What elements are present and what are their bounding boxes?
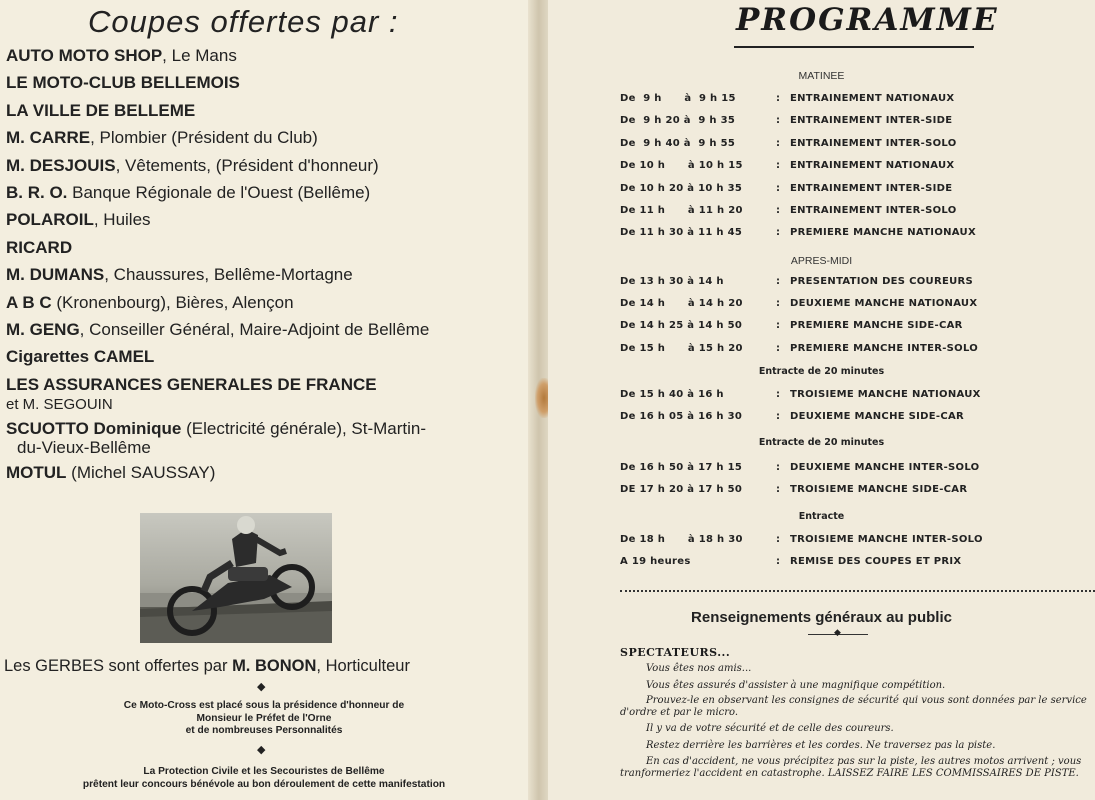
info-paragraph: Il y va de votre sécurité et de celle des coureurs. xyxy=(646,723,894,734)
sponsor-item: M. DUMANS, Chaussures, Bellême-Mortagne xyxy=(6,265,353,285)
diamond-ornament: ◆ xyxy=(834,628,841,638)
schedule-colon: : xyxy=(776,342,781,354)
schedule-row xyxy=(620,160,954,174)
schedule-event: DEUXIEME MANCHE SIDE-CAR xyxy=(790,411,965,422)
entracte-label: Entracte de 20 minutes xyxy=(758,366,885,377)
schedule-colon: : xyxy=(776,115,781,127)
info-paragraph: Restez derrière les barrières et les cordes. Ne traversez pas la piste. xyxy=(646,740,996,751)
schedule-colon: : xyxy=(776,320,781,332)
sponsor-item: SCUOTTO Dominique (Electricité générale), St-Martin- du-Vieux-Bellême xyxy=(6,418,427,457)
schedule-time: De 14 h à 14 h 20 xyxy=(620,298,743,310)
schedule-event: TROISIEME MANCHE INTER-SOLO xyxy=(790,534,983,545)
schedule-time: De 15 h 40 à 16 h xyxy=(620,389,724,400)
schedule-time: De 10 h 20 à 10 h 35 xyxy=(620,182,743,194)
sponsor-item: M. CARRE, Plombier (Président du Club) xyxy=(6,128,318,148)
schedule-row xyxy=(620,298,977,312)
sponsor-item: LES ASSURANCES GENERALES DE FRANCE et M. SEGOUIN xyxy=(6,374,377,413)
schedule-event: PREMIERE MANCHE INTER-SOLO xyxy=(790,342,979,354)
schedule-row xyxy=(620,227,976,241)
schedule-row xyxy=(620,320,963,334)
schedule-row xyxy=(620,205,957,219)
schedule-row xyxy=(620,484,967,498)
schedule-row xyxy=(620,93,954,107)
matinee-label: MATINEE xyxy=(798,70,845,82)
sponsor-item: POLAROIL, Huiles xyxy=(6,210,151,230)
entracte-label: Entracte xyxy=(798,511,845,522)
schedule-time: De 11 h à 11 h 20 xyxy=(620,205,743,216)
schedule-row xyxy=(620,343,978,357)
schedule-event: DEUXIEME MANCHE INTER-SOLO xyxy=(790,462,980,473)
schedule-event: DEUXIEME MANCHE NATIONAUX xyxy=(790,298,978,310)
schedule-colon: : xyxy=(776,182,781,194)
programme-title: PROGRAMME xyxy=(736,2,999,38)
schedule-event: PREMIERE MANCHE SIDE-CAR xyxy=(790,320,963,332)
sponsor-item: RICARD xyxy=(6,237,73,257)
presidence-notice: Ce Moto-Cross est placé sous la présidence d'honneur de Monsieur le Préfet de l'Orne et de nombreuses Personnalités xyxy=(123,700,405,736)
sponsor-item: M. DESJOUIS, Vêtements, (Président d'honneur) xyxy=(6,155,379,175)
schedule-colon: : xyxy=(776,298,781,310)
right-page xyxy=(548,0,1095,800)
schedule-time: De 9 h 20 à 9 h 35 xyxy=(620,115,736,127)
gerbes-line: Les GERBES sont offertes par M. BONON, Horticulteur xyxy=(4,657,410,675)
schedule-row xyxy=(620,183,952,197)
schedule-event: ENTRAINEMENT INTER-SOLO xyxy=(790,137,957,149)
info-paragraph: Vous êtes nos amis... xyxy=(646,663,752,674)
schedule-time: De 16 h 50 à 17 h 15 xyxy=(620,462,743,473)
diamond-ornament: ◆ xyxy=(257,680,266,693)
schedule-event: ENTRAINEMENT INTER-SIDE xyxy=(790,115,953,127)
sponsor-item: A B C (Kronenbourg), Bières, Alençon xyxy=(6,292,294,312)
protection-civile-notice: La Protection Civile et les Secouristes de Bellême prêtent leur concours bénévole au bon déroulement de cette manifestation xyxy=(82,766,446,790)
schedule-time: De 9 h à 9 h 15 xyxy=(620,93,736,104)
schedule-time: De 16 h 05 à 16 h 30 xyxy=(620,411,743,422)
schedule-event: ENTRAINEMENT INTER-SOLO xyxy=(790,205,957,216)
info-paragraph: Prouvez-le en observant les consignes de sécurité qui vous sont données par le service d'ordre et par le micro. xyxy=(620,695,1087,718)
sponsor-item: B. R. O. Banque Régionale de l'Ouest (Bellême) xyxy=(6,182,371,202)
schedule-colon: : xyxy=(776,534,781,545)
left-page xyxy=(0,0,532,800)
entracte-label: Entracte de 20 minutes xyxy=(758,437,885,448)
schedule-event: PREMIERE MANCHE NATIONAUX xyxy=(790,227,976,239)
schedule-row xyxy=(620,115,952,129)
schedule-row xyxy=(620,534,983,548)
schedule-colon: : xyxy=(776,227,781,239)
schedule-event: ENTRAINEMENT NATIONAUX xyxy=(790,160,955,172)
schedule-colon: : xyxy=(776,160,781,172)
spectateurs-heading: SPECTATEURS... xyxy=(620,646,731,659)
schedule-row xyxy=(620,389,981,403)
schedule-time: De 13 h 30 à 14 h xyxy=(620,276,724,287)
schedule-colon: : xyxy=(776,389,781,400)
info-paragraph: Vous êtes assurés d'assister à une magnifique compétition. xyxy=(646,680,946,691)
schedule-row xyxy=(620,411,964,425)
sponsor-item: MOTUL (Michel SAUSSAY) xyxy=(6,462,216,482)
schedule-time: De 15 h à 15 h 20 xyxy=(620,342,743,354)
schedule-row xyxy=(620,462,979,476)
sponsor-item: M. GENG, Conseiller Général, Maire-Adjoint de Bellême xyxy=(6,319,430,339)
schedule-colon: : xyxy=(776,484,781,495)
schedule-time: De 18 h à 18 h 30 xyxy=(620,534,743,545)
schedule-time: De 9 h 40 à 9 h 55 xyxy=(620,137,736,149)
schedule-colon: : xyxy=(776,93,781,104)
schedule-event: REMISE DES COUPES ET PRIX xyxy=(790,556,962,567)
schedule-colon: : xyxy=(776,205,781,216)
schedule-event: PRESENTATION DES COUREURS xyxy=(790,276,973,287)
coupes-title: Coupes offertes par : xyxy=(88,4,399,39)
schedule-event: ENTRAINEMENT NATIONAUX xyxy=(790,93,955,104)
schedule-event: TROISIEME MANCHE SIDE-CAR xyxy=(790,484,968,495)
apres-midi-label: APRES-MIDI xyxy=(790,255,853,267)
schedule-row xyxy=(620,556,961,570)
schedule-colon: : xyxy=(776,137,781,149)
schedule-colon: : xyxy=(776,462,781,473)
schedule-time: De 10 h à 10 h 15 xyxy=(620,160,743,172)
sponsor-item: LA VILLE DE BELLEME xyxy=(6,100,196,120)
dotted-divider xyxy=(620,590,1095,592)
motocross-photo xyxy=(140,513,332,643)
schedule-time: A 19 heures xyxy=(620,556,691,567)
title-underline xyxy=(734,46,974,48)
schedule-time: De 11 h 30 à 11 h 45 xyxy=(620,227,743,239)
diamond-ornament: ◆ xyxy=(257,743,266,756)
sponsor-item: AUTO MOTO SHOP, Le Mans xyxy=(6,46,237,65)
sponsor-list xyxy=(6,46,526,490)
sponsor-item: Cigarettes CAMEL xyxy=(6,347,155,367)
schedule-event: TROISIEME MANCHE NATIONAUX xyxy=(790,389,981,400)
schedule-colon: : xyxy=(776,411,781,422)
schedule-row xyxy=(620,138,957,152)
schedule-event: ENTRAINEMENT INTER-SIDE xyxy=(790,182,953,194)
schedule-colon: : xyxy=(776,276,781,287)
info-paragraph: En cas d'accident, ne vous précipitez pas sur la piste, les autres motos arrivent ; vous tranformeriez l'accident en catastrophe. LAISSEZ FAIRE LES COMMISSAIRES DE PISTE. xyxy=(620,756,1082,779)
renseignements-heading: Renseignements généraux au public xyxy=(691,609,952,626)
schedule-row xyxy=(620,276,973,290)
sponsor-item: LE MOTO-CLUB BELLEMOIS xyxy=(6,73,240,93)
schedule-colon: : xyxy=(776,556,781,567)
schedule-time: De 14 h 25 à 14 h 50 xyxy=(620,320,743,332)
schedule-time: DE 17 h 20 à 17 h 50 xyxy=(620,484,743,495)
